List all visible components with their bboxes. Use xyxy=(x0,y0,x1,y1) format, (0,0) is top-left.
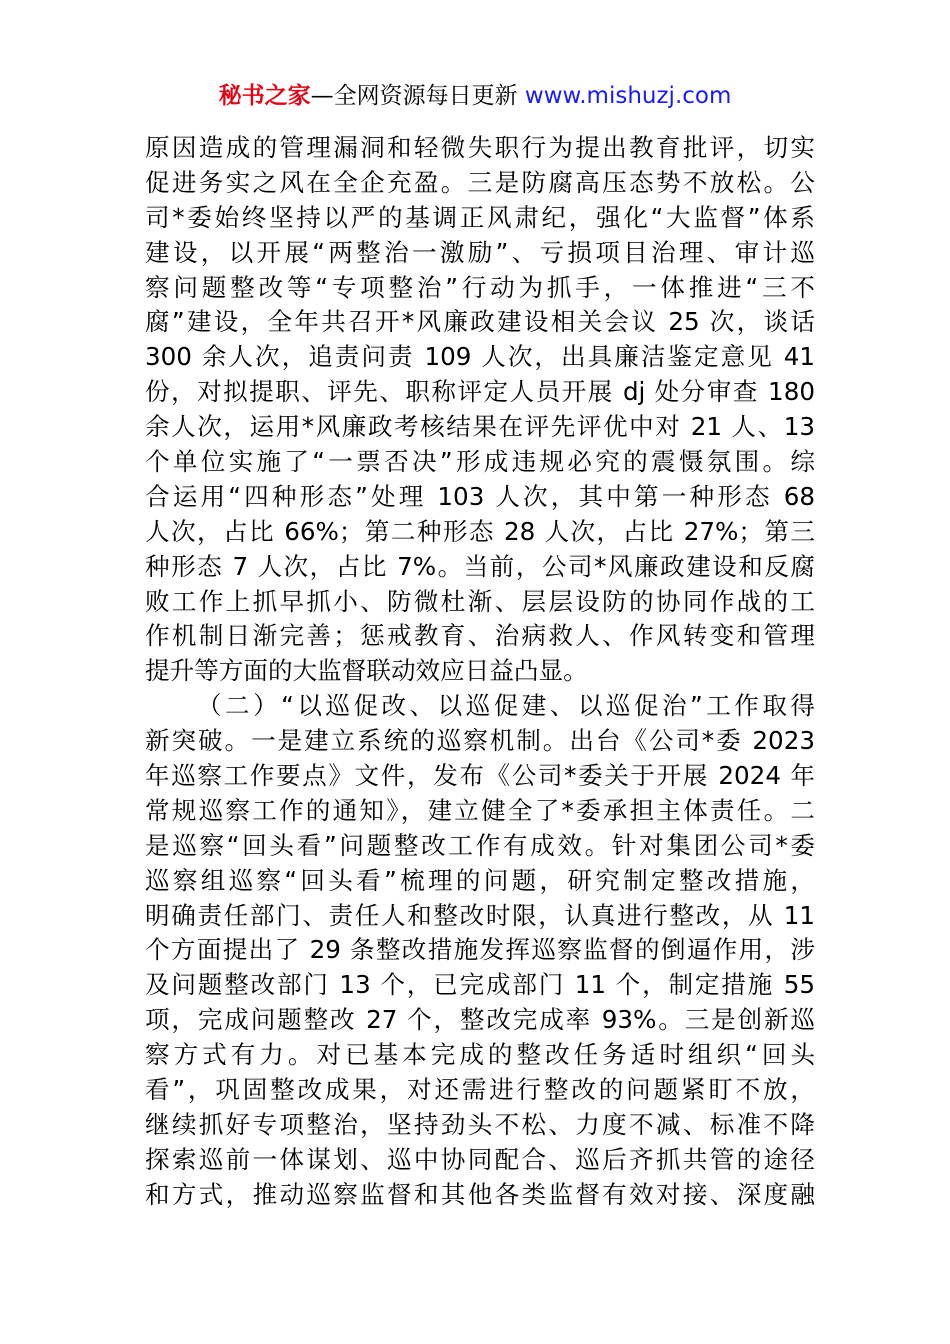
text-line: 腐”建设，全年共召开*风廉政建设相关会议 25 次，谈话 xyxy=(145,307,815,337)
text-line: 建设，以开展“两整治一激励”、亏损项目治理、审计巡 xyxy=(145,237,815,267)
text-line: 项，完成问题整改 27 个，整改完成率 93%。三是创新巡 xyxy=(145,1005,815,1035)
paragraph-start-line: （二）“以巡促改、以巡促建、以巡促治”工作取得 xyxy=(197,691,815,721)
text-line: 看”，巩固整改成果，对还需进行整改的问题紧盯不放， xyxy=(145,1075,815,1105)
text-line: 继续抓好专项整治，坚持劲头不松、力度不减、标准不降 xyxy=(145,1109,815,1139)
text-line: 巡察组巡察“回头看”梳理的问题，研究制定整改措施， xyxy=(145,865,815,895)
text-line: 年巡察工作要点》文件，发布《公司*委关于开展 2024 年 xyxy=(145,761,815,791)
text-line: 明确责任部门、责任人和整改时限，认真进行整改，从 11 xyxy=(145,900,815,930)
document-body xyxy=(145,131,815,1213)
text-line: 察方式有力。对已基本完成的整改任务适时组织“回头 xyxy=(145,1040,815,1070)
header-tagline: —全网资源每日更新 xyxy=(310,83,525,109)
text-line: 个单位实施了“一票否决”形成违规必究的震慑氛围。综 xyxy=(145,447,815,477)
text-line: 合运用“四种形态”处理 103 人次，其中第一种形态 68 xyxy=(145,481,815,511)
page-header xyxy=(0,79,950,113)
text-line: 探索巡前一体谋划、巡中协同配合、巡后齐抓共管的途径 xyxy=(145,1144,815,1174)
text-line: 及问题整改部门 13 个，已完成部门 11 个，制定措施 55 xyxy=(145,970,815,1000)
paragraph-end-line: 提升等方面的大监督联动效应日益凸显。 xyxy=(145,656,588,686)
text-line: 新突破。一是建立系统的巡察机制。出台《公司*委 2023 xyxy=(145,726,815,756)
text-line: 余人次，运用*风廉政考核结果在评先评优中对 21 人、13 xyxy=(145,412,815,442)
text-line: 人次，占比 66%；第二种形态 28 人次，占比 27%；第三 xyxy=(145,516,815,546)
text-line: 败工作上抓早抓小、防微杜渐、层层设防的协同作战的工 xyxy=(145,586,815,616)
text-line: 种形态 7 人次，占比 7%。当前，公司*风廉政建设和反腐 xyxy=(145,551,815,581)
site-url[interactable]: www.mishuzj.com xyxy=(524,83,732,109)
text-line: 促进务实之风在全企充盈。三是防腐高压态势不放松。公 xyxy=(145,167,815,197)
text-line: 个方面提出了 29 条整改措施发挥巡察监督的倒逼作用，涉 xyxy=(145,935,815,965)
text-line: 察问题整改等“专项整治”行动为抓手，一体推进“三不 xyxy=(145,272,815,302)
text-line: 作机制日渐完善；惩戒教育、治病救人、作风转变和管理 xyxy=(145,621,815,651)
text-line: 份，对拟提职、评先、职称评定人员开展 dj 处分审查 180 xyxy=(145,377,815,407)
text-line: 是巡察“回头看”问题整改工作有成效。针对集团公司*委 xyxy=(145,830,815,860)
brand-name: 秘书之家 xyxy=(218,83,311,109)
text-line: 300 余人次，追责问责 109 人次，出具廉洁鉴定意见 41 xyxy=(145,342,815,372)
text-line: 和方式，推动巡察监督和其他各类监督有效对接、深度融 xyxy=(145,1179,815,1209)
text-line: 司*委始终坚持以严的基调正风肃纪，强化“大监督”体系 xyxy=(145,202,815,232)
text-line: 原因造成的管理漏洞和轻微失职行为提出教育批评，切实 xyxy=(145,133,815,162)
text-line: 常规巡察工作的通知》，建立健全了*委承担主体责任。二 xyxy=(145,795,815,825)
